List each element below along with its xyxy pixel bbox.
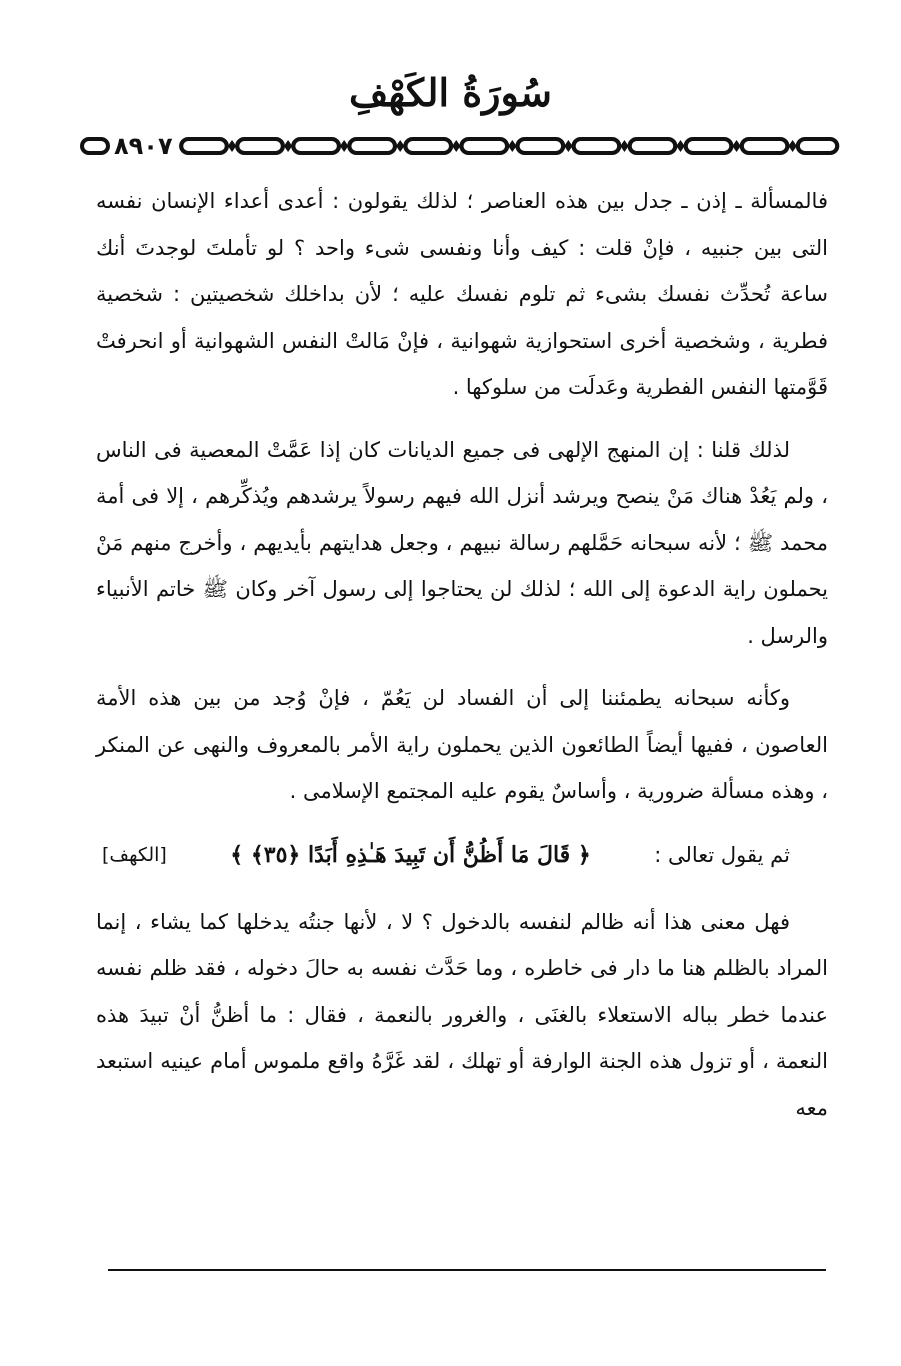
chain-ornament-icon [177, 135, 841, 157]
page-number: ٨٩٠٧ [114, 132, 173, 160]
surah-title: سُورَةُ الكَهْفِ [349, 70, 552, 115]
page-body [96, 178, 828, 1147]
paragraph-1: فالمسألة ـ إذن ـ جدل بين هذه العناصر ؛ لذلك يقولون : أعدى أعداء الإنسان نفسه التى بين جنبيه ، فإنْ قلت : كيف وأنا ونفسى شىء واحد ؟ لو تأملتَ لوجدتَ أنك ساعة تُحدِّث نفسك بشىء ثم تلوم نفسك عليه ؛ لأن بداخلك شخصيتين : شخصية فطرية ، وشخصية أخرى استحوازية شهوانية ، فإنْ مَالتْ النفس الشهوانية أو انحرفتْ قَوَّمتها النفس الفطرية وعَدلَت من سلوكها . [96, 189, 828, 399]
verse-reference: [الكهف] [102, 844, 167, 867]
quran-verse-line [96, 831, 828, 881]
footer-divider [108, 1269, 826, 1271]
chain-link-icon [80, 135, 110, 157]
paragraph-2: لذلك قلنا : إن المنهج الإلهى فى جميع الديانات كان إذا عَمَّتْ المعصية فى الناس ، ولم يَعُدْ هناك مَنْ ينصح ويرشد أنزل الله فيهم رسولاً يرشدهم ويُذكِّرهم ، إلا فى أمة محمد ﷺ ؛ لأنه سبحانه حَمَّلهم رسالة نبيهم ، وجعل هدايتهم بأيديهم ، وأخرج منهم مَنْ يحملون راية الدعوة إلى الله ؛ لذلك لن يحتاجوا إلى رسول آخر وكان ﷺ خاتم الأنبياء والرسل . [96, 437, 828, 648]
verse-intro: ثم يقول تعالى : [654, 843, 790, 868]
paragraph-4: فهل معنى هذا أنه ظالم لنفسه بالدخول ؟ لا ، لأنها جنتُه يدخلها كما يشاء ، إنما المراد بالظلم هنا ما دار فى خاطره ، وما حَدَّث نفسه به حالَ دخوله ، فقد ظلم نفسه عندما خطر بباله الاستعلاء بالغنَى ، والغرور بالنعمة ، فقال : ما أظنُّ أنْ تبيدَ هذه النعمة ، أو تزول هذه الجنة الوارفة أو تهلك ، لقد غَرَّهُ واقع ملموس أمام عينيه استبعد معه [96, 909, 828, 1120]
paragraph-3: وكأنه سبحانه يطمئننا إلى أن الفساد لن يَعُمّ ، فإنْ وُجد من بين هذه الأمة العاصون ، ففيها أيضاً الطائعون الذين يحملون راية الأمر بالمعروف والنهى عن المنكر ، وهذه مسألة ضرورية ، وأساسٌ يقوم عليه المجتمع الإسلامى . [96, 686, 828, 803]
quran-verse: ﴿ قَالَ مَا أَظُنُّ أَن تَبِيدَ هَـٰذِهِ أَبَدًا ﴿٣٥﴾ ﴾ [230, 842, 591, 869]
header-chain-border [80, 128, 841, 164]
